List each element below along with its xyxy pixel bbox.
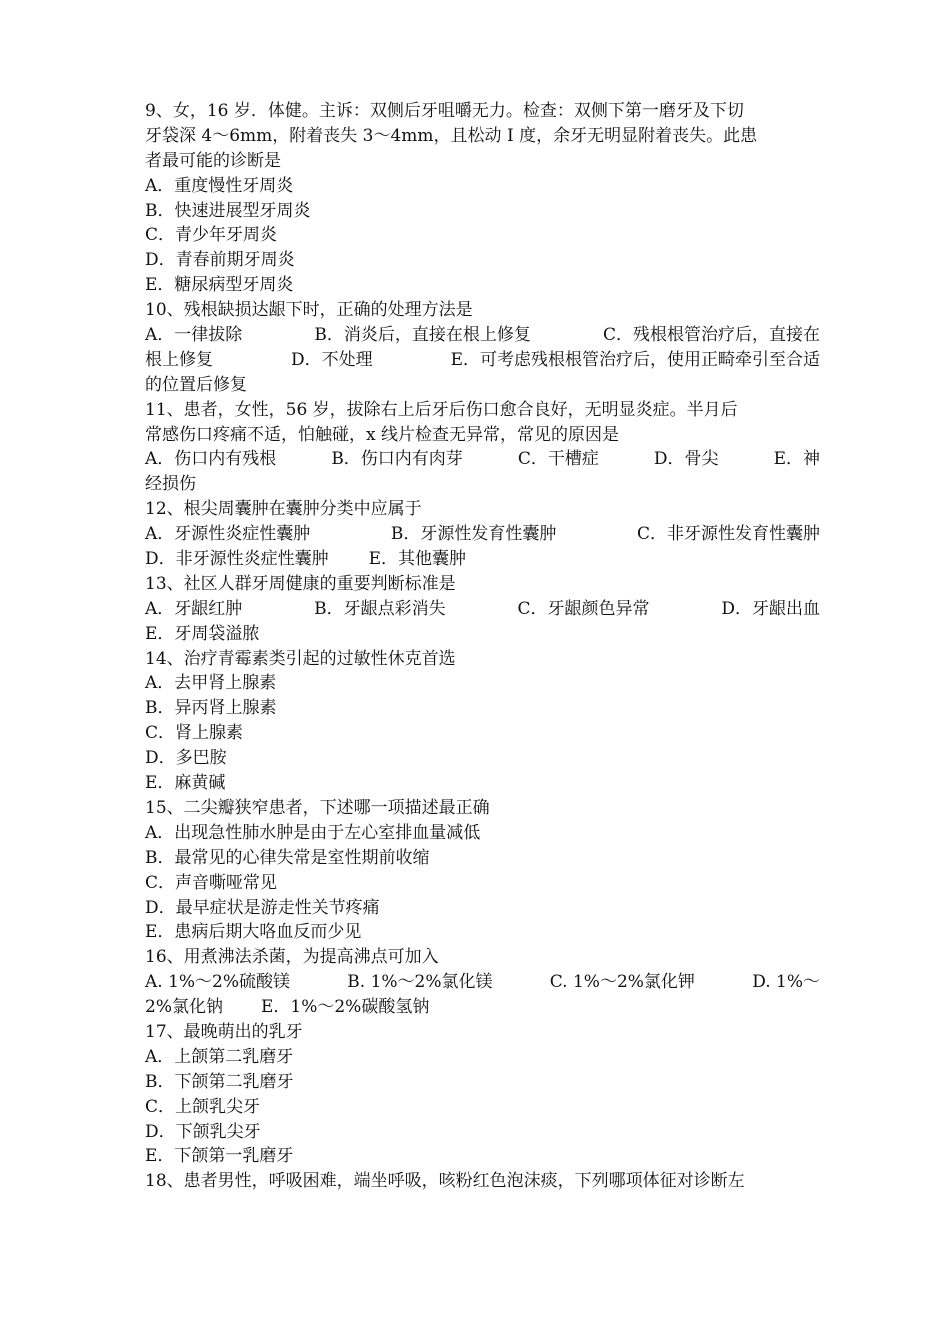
q17-option-a: A．上颌第二乳磨牙 [145,1046,294,1067]
q11-option-e-part-1: E．神 [773,449,820,470]
q17-option-c: C．上颌乳尖牙 [145,1096,261,1117]
q11-stem-line-2: 常感伤口疼痛不适，怕触碰，x 线片检查无异常，常见的原因是 [145,424,619,445]
q15-option-a: A．出现急性肺水肿是由于左心室排血量减低 [145,822,481,843]
q17-option-b: B．下颌第二乳磨牙 [145,1071,294,1092]
q11-option-b: B．伤口内有肉芽 [331,449,463,470]
q10-options-row-1 [145,323,820,348]
q12-option-c: C．非牙源性发育性囊肿 [636,524,820,545]
q13-option-d: D．牙龈出血 [721,598,820,619]
q10-option-d: D．不处理 [290,349,373,370]
q9-option-e: E．糖尿病型牙周炎 [145,275,294,296]
q14-option-c: C．肾上腺素 [145,723,244,744]
q13-option-a: A．牙龈红肿 [145,598,243,619]
q11-option-d: D．骨尖 [653,449,719,470]
q13-option-b: B．牙龈点彩消失 [314,598,446,619]
q11-option-a: A．伤口内有残根 [145,449,277,470]
q11-option-e-part-2: 经损伤 [145,474,196,495]
q15-option-e: E．患病后期大咯血反而少见 [145,922,362,943]
q17-option-d: D．下颌乳尖牙 [145,1121,261,1142]
q14-option-a: A．去甲肾上腺素 [145,673,277,694]
q16-option-b: B. 1%～2%氯化镁 [347,972,493,993]
q10-option-a: A．一律拔除 [145,325,243,346]
q15-option-c: C．声音嘶哑常见 [145,872,278,893]
q16-stem: 16、用煮沸法杀菌，为提高沸点可加入 [145,947,439,968]
q9-option-c: C．青少年牙周炎 [145,225,278,246]
q17-stem: 17、最晚萌出的乳牙 [145,1021,303,1042]
q10-option-e-part-2: 的位置后修复 [145,374,247,395]
q16-option-c: C. 1%～2%氯化钾 [549,972,695,993]
q9-stem-line-1: 9、女，16 岁．体健。主诉：双侧后牙咀嚼无力。检查：双侧下第一磨牙及下切 [145,101,744,121]
q12-option-d: D．非牙源性炎症性囊肿 [145,549,329,570]
q16-option-e: E．1%～2%碳酸氢钠 [260,997,430,1018]
q10-option-c-part-2: 根上修复 [145,349,213,370]
q14-option-b: B．异丙肾上腺素 [145,698,277,719]
q12-option-e: E．其他囊肿 [368,549,467,570]
q10-option-b: B．消炎后，直接在根上修复 [314,325,531,346]
q10-stem: 10、残根缺损达龈下时，正确的处理方法是 [145,300,473,321]
q15-option-d: D．最早症状是游走性关节疼痛 [145,897,380,918]
q15-option-b: B．最常见的心律失常是室性期前收缩 [145,847,430,868]
q11-stem-line-1: 11、患者，女性，56 岁，拔除右上后牙后伤口愈合良好，无明显炎症。半月后 [145,399,738,420]
q10-option-c-part-1: C．残根根管治疗后，直接在 [602,325,820,346]
q16-options-row-2 [145,995,820,1020]
q9-option-d: D．青春前期牙周炎 [145,250,295,271]
q14-stem: 14、治疗青霉素类引起的过敏性休克首选 [145,648,456,669]
q14-option-e: E．麻黄碱 [145,773,226,794]
q13-option-e: E．牙周袋溢脓 [145,623,260,644]
q12-option-a: A．牙源性炎症性囊肿 [145,524,311,545]
q10-options-row-2 [145,348,820,373]
document-page [145,99,820,1194]
q11-option-c: C．干槽症 [517,449,599,470]
q9-stem-line-2: 牙袋深 4～6mm，附着丧失 3～4mm，且松动 I 度，余牙无明显附着丧失。此患 [145,125,758,146]
q11-options-row-1 [145,447,820,472]
q9-stem-line-3: 者最可能的诊断是 [145,150,281,171]
q16-option-d-part-2: 2%氯化钠 [145,997,223,1018]
q13-option-c: C．牙龈颜色异常 [517,598,650,619]
q9-option-a: A．重度慢性牙周炎 [145,175,294,196]
q12-option-b: B．牙源性发育性囊肿 [390,524,557,545]
q18-stem-line-1: 18、患者男性，呼吸困难，端坐呼吸，咳粉红色泡沫痰，下列哪项体征对诊断左 [145,1171,745,1192]
q15-stem: 15、二尖瓣狭窄患者，下述哪一项描述最正确 [145,797,490,818]
q12-options-row-1 [145,522,820,547]
q16-options-row-1 [145,970,820,995]
q12-stem: 12、根尖周囊肿在囊肿分类中应属于 [145,499,422,520]
q9-option-b: B．快速进展型牙周炎 [145,200,311,221]
q12-options-row-2 [145,547,820,572]
q13-stem: 13、社区人群牙周健康的重要判断标准是 [145,573,456,594]
q16-option-d-part-1: D. 1%～ [752,972,820,993]
q10-option-e-part-1: E．可考虑残根根管治疗后，使用正畸牵引至合适 [450,349,820,370]
q14-option-d: D．多巴胺 [145,748,227,769]
q17-option-e: E．下颌第一乳磨牙 [145,1146,294,1167]
q16-option-a: A. 1%～2%硫酸镁 [145,972,291,993]
q13-options-row-1 [145,597,820,622]
